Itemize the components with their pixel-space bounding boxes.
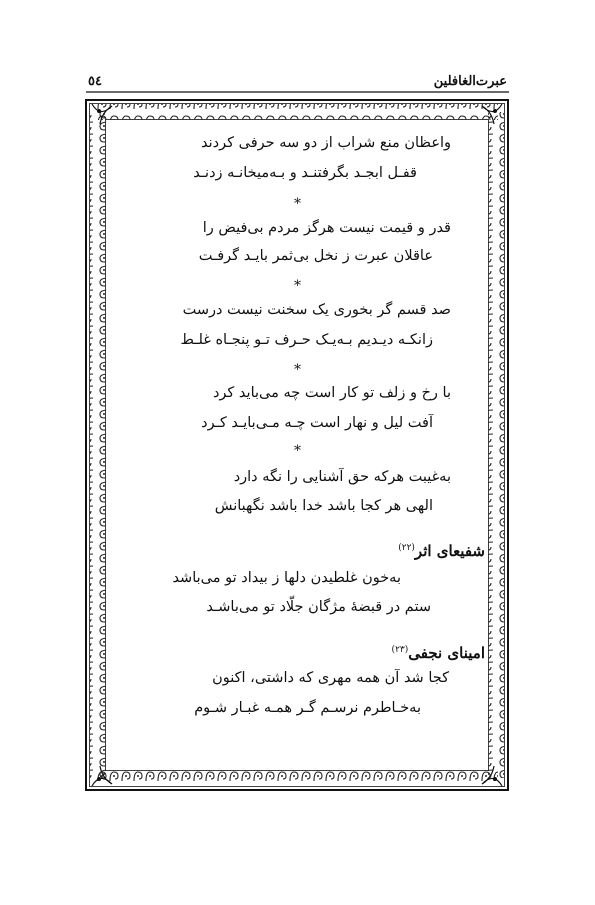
page-number: ٥٤ [88, 74, 102, 89]
section-2-line-1: کجا شد آن همه مهری که داشتی، اکنون [212, 670, 449, 686]
verse-5-second: الهی هر کجا باشد خدا باشد نگهبانش [214, 498, 433, 514]
section-heading-amina-najafi [392, 640, 485, 663]
section-1-line-1: به‌خون غلطیدن دلها ز بیداد تو می‌باشد [172, 570, 401, 586]
verse-5-first: به‌غیبت هرکه حق آشنایی را نگه دارد [233, 469, 451, 485]
verse-3-first: صد قسم گر بخوری یک سخنت نیست درست [182, 302, 451, 318]
footnote-marker: (٢٢) [398, 543, 415, 553]
verse-2-second: عاقلان عبرت ز نخل بی‌ثمر بایـد گرفـت [198, 248, 433, 264]
verse-4-first: با رخ و زلف تو کار است چه می‌باید کرد [212, 385, 451, 401]
verse-separator: * [294, 362, 301, 378]
section-1-line-2: ستم در قبضهٔ مژگان جلّاد تو می‌باشـد [206, 599, 431, 615]
verse-3-second: زانکـه دیـدیم بـه‌یـک حـرف تـو پنجـاه غلـط [180, 332, 433, 348]
verse-1-second: قفـل ابجـد بگرفتنـد و بـه‌میخانـه زدنـد [193, 165, 417, 181]
verse-1-first: واعظان منع شراب از دو سه حرفی کردند [201, 135, 451, 151]
section-2-line-2: به‌خـاطرم نرسـم گـر همـه غبـار شـوم [194, 700, 421, 716]
running-header-title: عبرت‌الغافلین [433, 74, 507, 89]
verse-separator: * [294, 196, 301, 212]
verse-4-second: آفت لیل و نهار است چـه مـی‌بایـد کـرد [201, 415, 433, 431]
verse-separator: * [294, 278, 301, 294]
section-heading-shafia-asar [398, 538, 485, 561]
verse-separator: * [294, 443, 301, 459]
section-heading-text: امینای نجفی [408, 644, 485, 662]
footnote-marker: (٢٣) [391, 645, 409, 655]
verse-2-first: قدر و قیمت نیست هرگز مردم بی‌فیض را [202, 220, 451, 236]
section-heading-text: شفیعای اثر [414, 542, 485, 560]
